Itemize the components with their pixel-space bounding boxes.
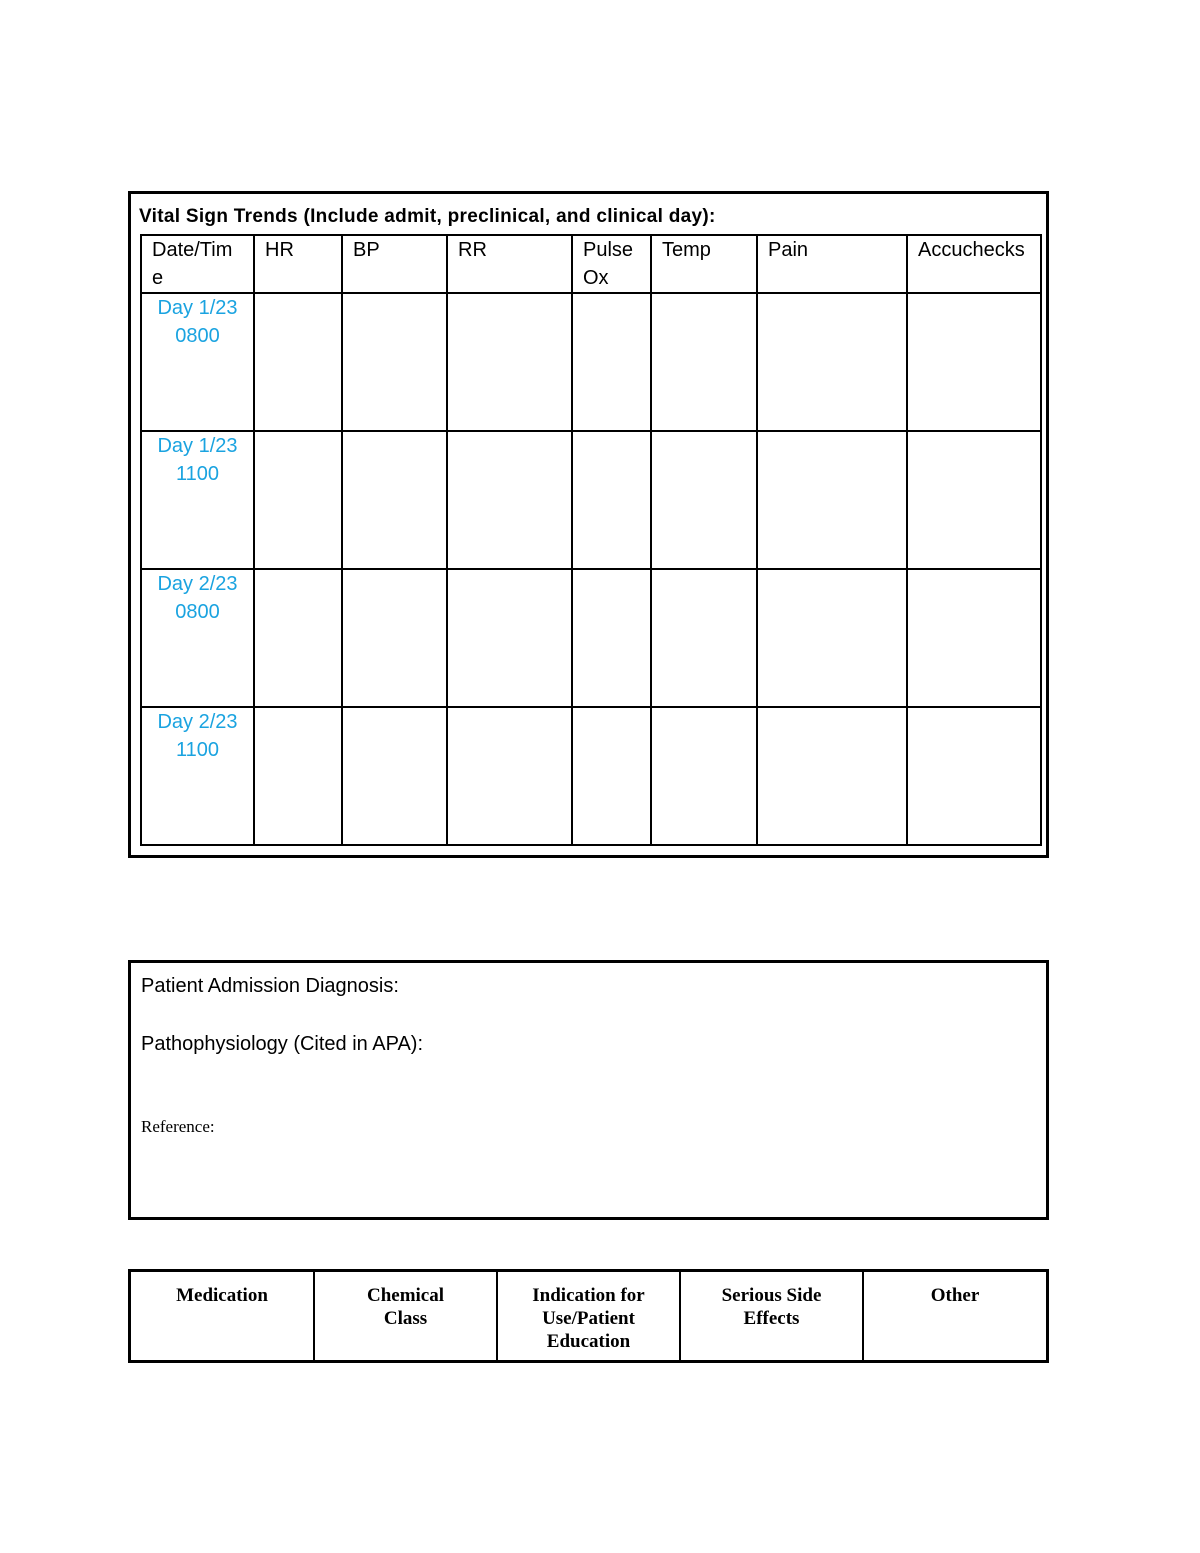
date-time-cell bbox=[141, 569, 254, 707]
bp-cell[interactable] bbox=[342, 431, 447, 569]
pulse-ox-cell[interactable] bbox=[572, 569, 651, 707]
vital-sign-trends-section bbox=[128, 191, 1049, 858]
header-medication: Medication bbox=[176, 1285, 268, 1306]
table-row bbox=[141, 569, 1041, 707]
bp-cell[interactable] bbox=[342, 707, 447, 845]
medications-section bbox=[128, 1269, 1049, 1363]
pulse-ox-cell[interactable] bbox=[572, 707, 651, 845]
day-label: Day 1/23 bbox=[157, 297, 238, 319]
rr-cell[interactable] bbox=[447, 293, 572, 431]
bp-cell[interactable] bbox=[342, 293, 447, 431]
admission-diagnosis-section bbox=[128, 960, 1049, 1220]
medications-table bbox=[131, 1272, 1046, 1360]
admission-diagnosis-label: Patient Admission Diagnosis: bbox=[141, 975, 399, 997]
hr-cell[interactable] bbox=[254, 569, 342, 707]
rr-cell[interactable] bbox=[447, 707, 572, 845]
header-hr: HR bbox=[254, 235, 342, 293]
time-label: 0800 bbox=[175, 325, 220, 347]
date-time-cell bbox=[141, 707, 254, 845]
date-time-cell bbox=[141, 293, 254, 431]
header-other: Other bbox=[863, 1272, 1046, 1360]
hr-cell[interactable] bbox=[254, 431, 342, 569]
table-row bbox=[141, 431, 1041, 569]
vital-sign-trends-title: Vital Sign Trends (Include admit, preclinical, and clinical day): bbox=[139, 206, 716, 227]
day-label: Day 2/23 bbox=[157, 711, 238, 733]
accuchecks-cell[interactable] bbox=[907, 569, 1041, 707]
header-side-effects: Serious Side Effects bbox=[680, 1272, 863, 1360]
header-date-time: Date/Time bbox=[141, 235, 254, 293]
pulse-ox-cell[interactable] bbox=[572, 431, 651, 569]
pain-cell[interactable] bbox=[757, 569, 907, 707]
day-label: Day 1/23 bbox=[157, 435, 238, 457]
header-pulse-ox: Pulse Ox bbox=[572, 235, 651, 293]
pulse-ox-cell[interactable] bbox=[572, 293, 651, 431]
accuchecks-cell[interactable] bbox=[907, 293, 1041, 431]
bp-cell[interactable] bbox=[342, 569, 447, 707]
time-label: 0800 bbox=[175, 601, 220, 623]
header-rr: RR bbox=[447, 235, 572, 293]
header-temp: Temp bbox=[651, 235, 757, 293]
hr-cell[interactable] bbox=[254, 293, 342, 431]
temp-cell[interactable] bbox=[651, 431, 757, 569]
header-bp: BP bbox=[342, 235, 447, 293]
reference-label: Reference: bbox=[141, 1117, 215, 1136]
rr-cell[interactable] bbox=[447, 569, 572, 707]
time-label: 1100 bbox=[175, 463, 219, 485]
table-header-row bbox=[131, 1272, 1046, 1360]
time-label: 1100 bbox=[175, 739, 219, 761]
pathophysiology-label: Pathophysiology (Cited in APA): bbox=[141, 1033, 424, 1055]
header-pain: Pain bbox=[757, 235, 907, 293]
rr-cell[interactable] bbox=[447, 431, 572, 569]
date-time-cell bbox=[141, 431, 254, 569]
temp-cell[interactable] bbox=[651, 707, 757, 845]
temp-cell[interactable] bbox=[651, 293, 757, 431]
temp-cell[interactable] bbox=[651, 569, 757, 707]
hr-cell[interactable] bbox=[254, 707, 342, 845]
accuchecks-cell[interactable] bbox=[907, 707, 1041, 845]
vital-signs-table bbox=[140, 234, 1042, 846]
table-row bbox=[141, 707, 1041, 845]
accuchecks-cell[interactable] bbox=[907, 431, 1041, 569]
pain-cell[interactable] bbox=[757, 293, 907, 431]
pain-cell[interactable] bbox=[757, 707, 907, 845]
header-chemical-class: Chemical Class bbox=[314, 1272, 497, 1360]
header-indication: Indication for Use/Patient Education bbox=[497, 1272, 680, 1360]
pain-cell[interactable] bbox=[757, 431, 907, 569]
table-header-row bbox=[141, 235, 1041, 293]
day-label: Day 2/23 bbox=[157, 573, 238, 595]
table-row bbox=[141, 293, 1041, 431]
header-accuchecks: Accuchecks bbox=[907, 235, 1041, 293]
